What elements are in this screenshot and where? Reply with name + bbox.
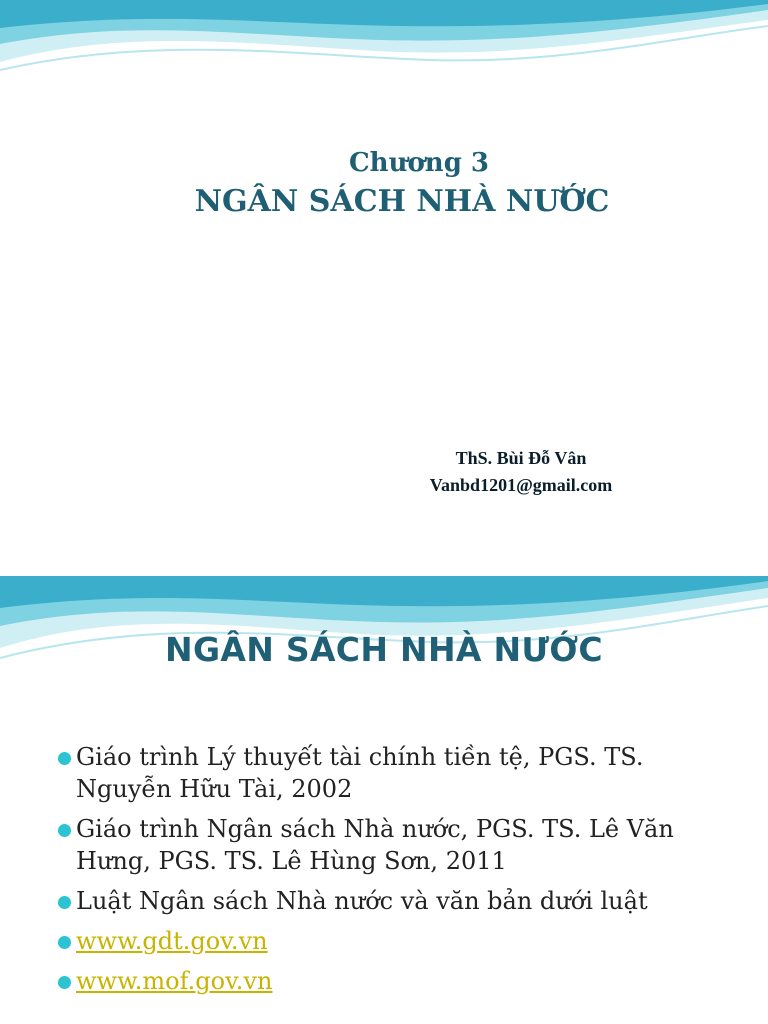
mof-link[interactable]: www.mof.gov.vn [76, 967, 273, 995]
chapter-label: Chương 3 [348, 148, 490, 178]
header-wave-decoration [0, 0, 768, 100]
list-item [58, 885, 738, 917]
references-slide [0, 576, 768, 1024]
list-item [58, 741, 738, 805]
list-item [58, 925, 738, 957]
bullet-icon [58, 824, 71, 837]
slide-title: NGÂN SÁCH NHÀ NƯỚC [165, 630, 603, 669]
slide-title: NGÂN SÁCH NHÀ NƯỚC [194, 184, 610, 219]
reference-list [58, 741, 738, 1005]
list-item-text: Giáo trình Lý thuyết tài chính tiền tệ, PGS. TS. Nguyễn Hữu Tài, 2002 [76, 743, 644, 803]
list-item [58, 965, 738, 997]
list-item-text: Giáo trình Ngân sách Nhà nước, PGS. TS. Lê Văn Hưng, PGS. TS. Lê Hùng Sơn, 2011 [76, 815, 674, 875]
bullet-icon [58, 976, 71, 989]
author-email: Vanbd1201@gmail.com [429, 475, 613, 495]
author-name: ThS. Bùi Đỗ Vân [455, 448, 587, 468]
bullet-icon [58, 936, 71, 949]
list-item [58, 813, 738, 877]
list-item-text: Luật Ngân sách Nhà nước và văn bản dưới luật [76, 887, 648, 915]
gdt-link[interactable]: www.gdt.gov.vn [76, 927, 268, 955]
bullet-icon [58, 752, 71, 765]
bullet-icon [58, 896, 71, 909]
